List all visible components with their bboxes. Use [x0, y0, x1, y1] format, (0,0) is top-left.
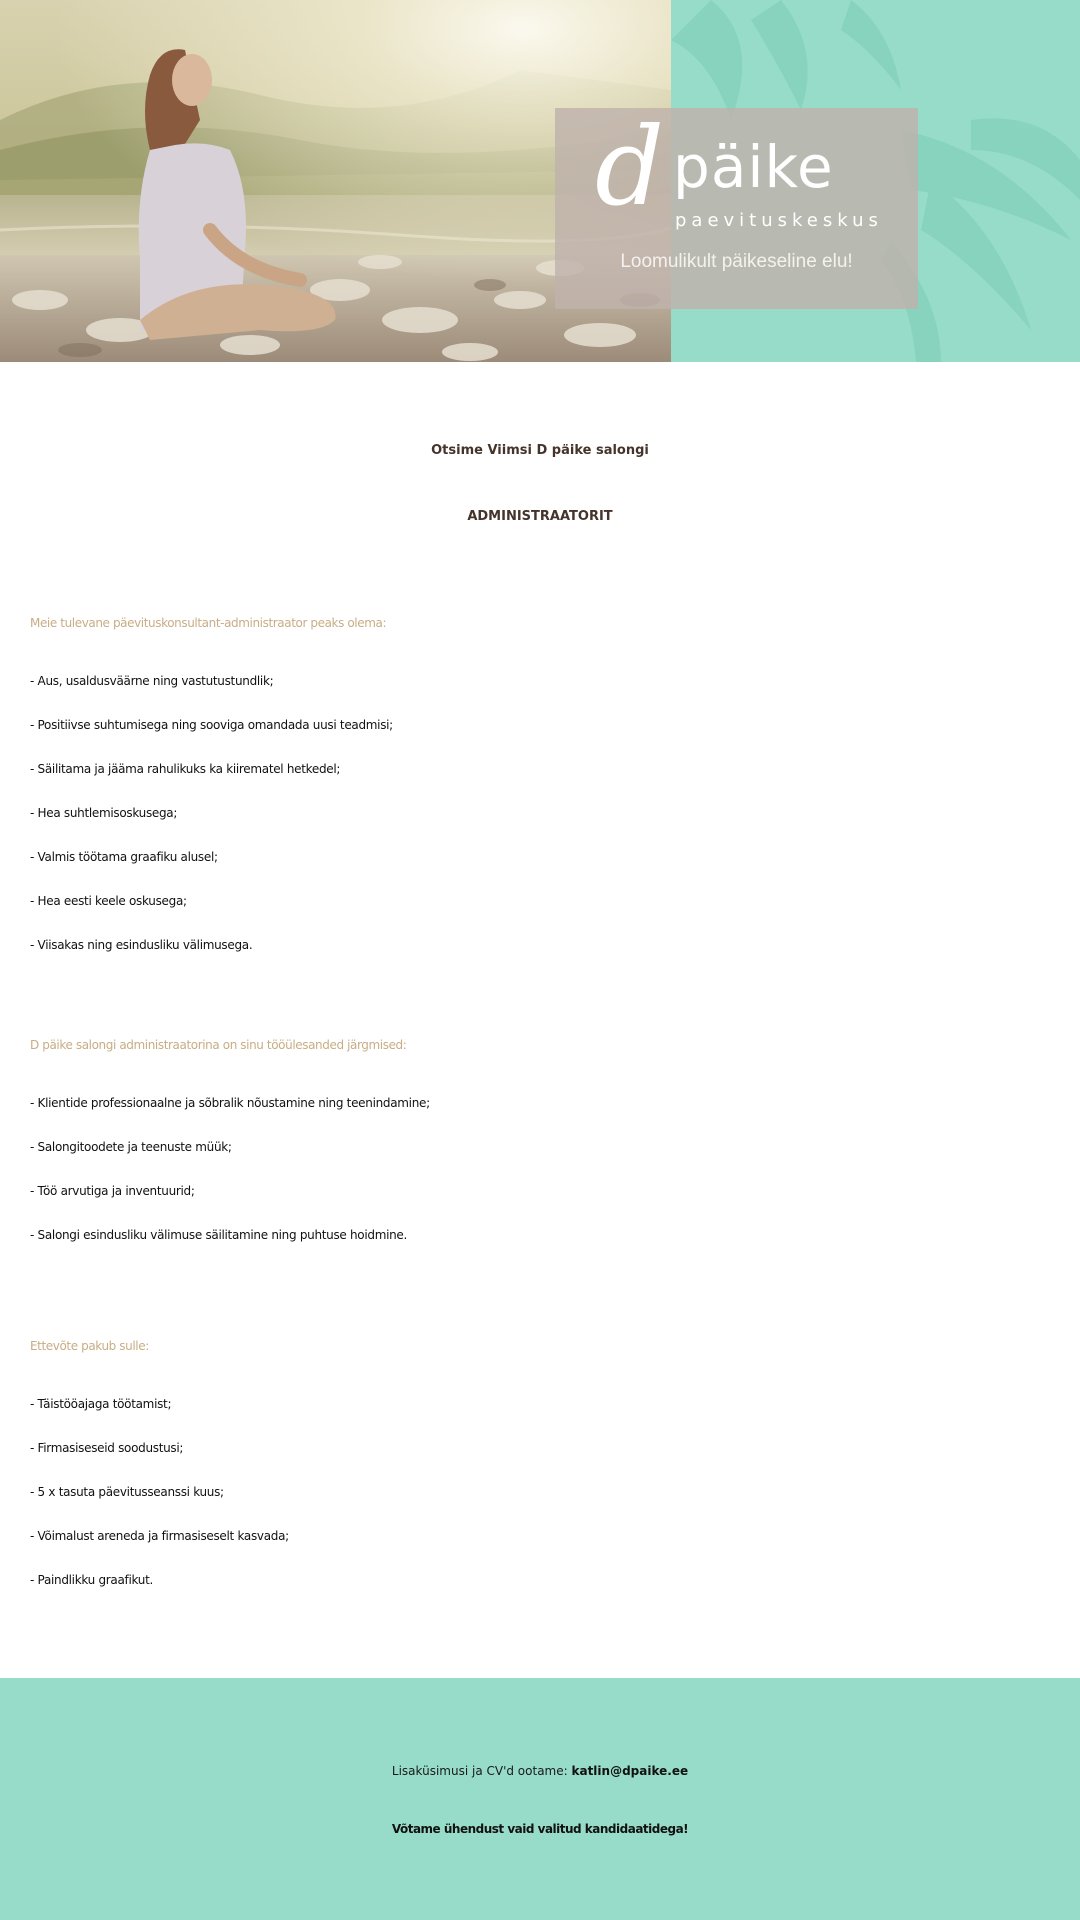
logo-subtitle: paevituskeskus	[675, 210, 883, 231]
list-item: - 5 x tasuta päevitusseanssi kuus;	[30, 1485, 224, 1499]
logo-card	[555, 105, 918, 309]
requirements-section	[30, 603, 1070, 967]
list-item: - Firmasiseseid soodustusi;	[30, 1441, 184, 1455]
list-item: - Aus, usaldusväärne ning vastutustundlik;	[30, 674, 274, 688]
list-item: - Salongi esindusliku välimuse säilitamine ning puhtuse hoidmine.	[30, 1228, 408, 1242]
offer-list	[30, 1382, 1070, 1602]
offer-section	[30, 1326, 1070, 1602]
duties-list	[30, 1081, 1070, 1257]
duties-title: D päike salongi administraatorina on sinu tööülesanded järgmised:	[30, 1038, 407, 1052]
contact-line	[0, 1744, 1080, 1798]
list-item: - Viisakas ning esindusliku välimusega.	[30, 938, 253, 952]
page-title	[0, 418, 1080, 550]
list-item: - Töö arvutiga ja inventuurid;	[30, 1184, 195, 1198]
logo-name: päike	[673, 133, 834, 201]
list-item: - Valmis töötama graafiku alusel;	[30, 850, 218, 864]
offer-title: Ettevõte pakub sulle:	[30, 1339, 149, 1353]
list-item: - Positiivse suhtumisega ning sooviga omandada uusi teadmisi;	[30, 718, 393, 732]
list-item: - Võimalust areneda ja firmasiseselt kasvada;	[30, 1529, 289, 1543]
footer-banner	[0, 1678, 1080, 1920]
requirements-title: Meie tulevane päevituskonsultant-administraator peaks olema:	[30, 616, 387, 630]
hero-banner	[0, 0, 1080, 362]
headline-line-1: Otsime Viimsi D päike salongi	[431, 443, 649, 458]
contact-note: Võtame ühendust vaid valitud kandidaatidega!	[391, 1822, 689, 1836]
logo-tagline: Loomulikult päikeseline elu!	[620, 251, 853, 272]
list-item: - Salongitoodete ja teenuste müük;	[30, 1140, 232, 1154]
list-item: - Hea eesti keele oskusega;	[30, 894, 187, 908]
headline-line-2: ADMINISTRAATORIT	[467, 509, 613, 524]
list-item: - Täistööajaga töötamist;	[30, 1397, 172, 1411]
contact-prefix: Lisaküsimusi ja CV'd ootame:	[391, 1764, 572, 1778]
list-item: - Säilitama ja jääma rahulikuks ka kiirematel hetkedel;	[30, 762, 341, 776]
list-item: - Klientide professionaalne ja sõbralik nõustamine ning teenindamine;	[30, 1096, 430, 1110]
duties-section	[30, 1025, 1070, 1257]
email-link[interactable]: katlin@dpaike.ee	[571, 1764, 689, 1778]
logo-letter: d	[595, 105, 665, 230]
requirements-list	[30, 659, 1070, 967]
list-item: - Paindlikku graafikut.	[30, 1573, 153, 1587]
list-item: - Hea suhtlemisoskusega;	[30, 806, 178, 820]
